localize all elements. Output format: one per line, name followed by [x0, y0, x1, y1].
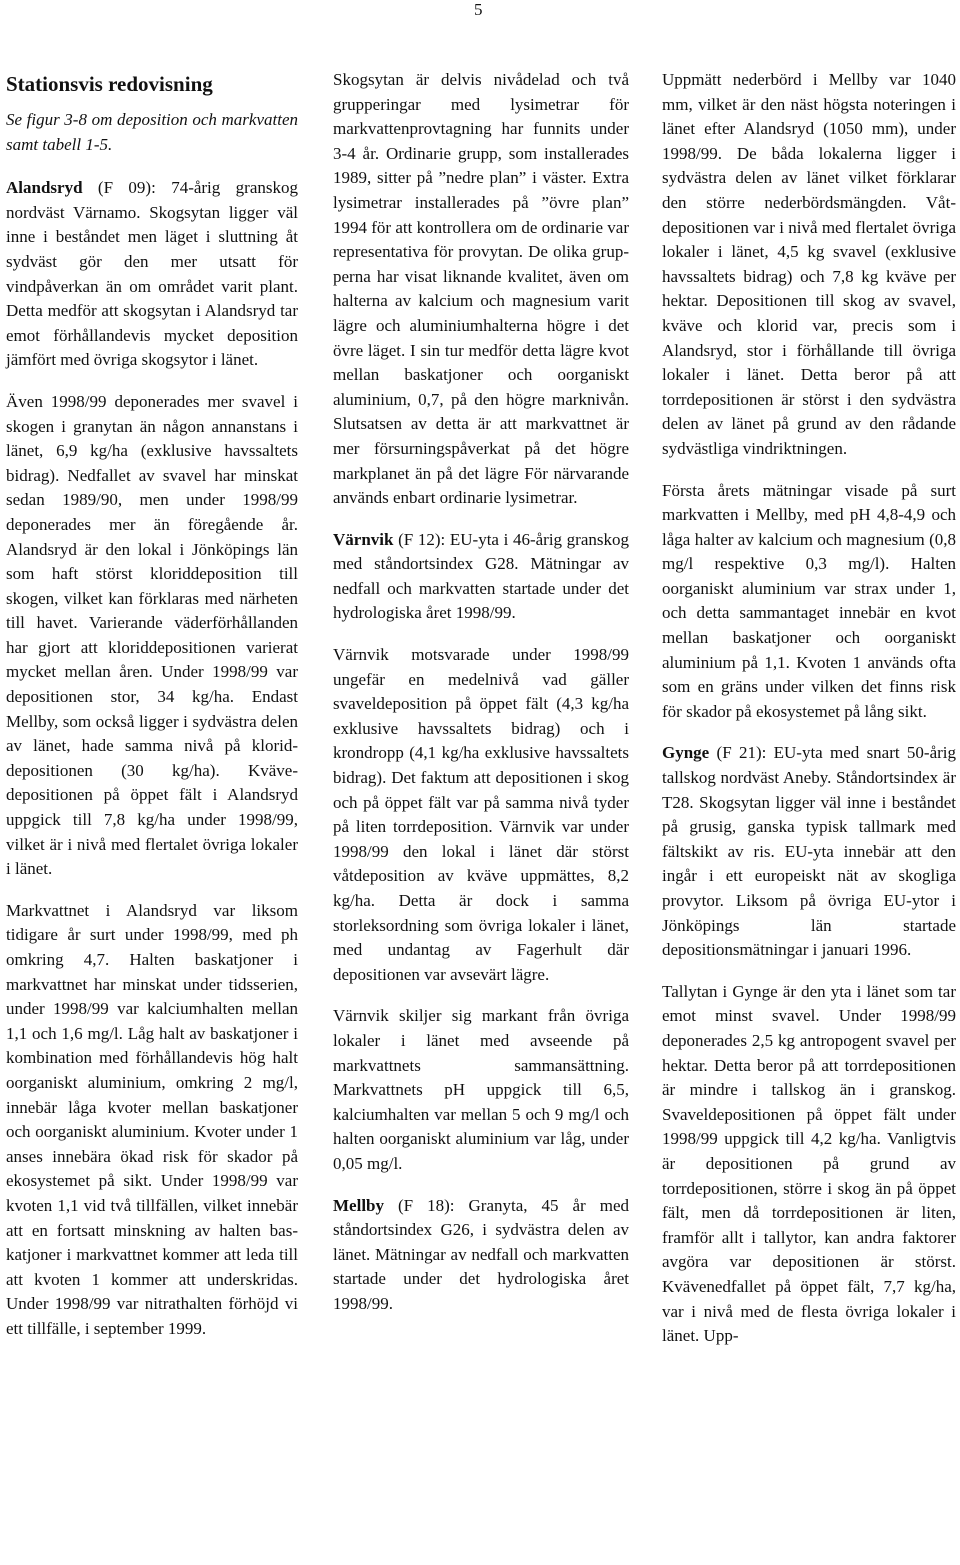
paragraph-varnvik-soilwater: Värnvik skiljer sig markant från övriga lokaler i länet med avseende på markvattnets sammansättning. Markvattnets pH uppgick till 6,5, kalciumhalten var mellan 5 och 9 mg/l och halten oorganiskt aluminium var låg, under 0,05 mg/l. [333, 1006, 629, 1173]
section-lead: Se figur 3-8 om deposition och markvatten samt tabell 1-5. [6, 110, 298, 154]
paragraph-gynge-intro [662, 741, 956, 962]
station-name-gynge: Gynge [662, 743, 710, 763]
column-1 [6, 68, 298, 1359]
column-3 [662, 68, 956, 1366]
paragraph-alandsryd-deposition: Även 1998/99 deponerades mer svavel i skogen i granytan än någon annanstans i länet, 6,9 kg/ha (exklusive havssaltets bidrag). Nedfallet av svavel har minskat sedan 1989/90, men under 1998/99 deponerades mer än föregående år. Alandsryd är den lokal i Jönköpings län som haft störst kloriddeposition till skogen, vilket kan förklaras med närheten till havet. Varierande väderförhållanden har gjort att kloriddepositionen varierat mycket mellan åren. Under 1998/99 var depositionen stor, 34 kg/ha. Endast Mellby, som också ligger i sydvästra delen av länet, hade samma nivå på kloriddepositionen (30 kg/ha). Kvävedepositionen på öppet fält i Alandsryd uppgick till 7,8 kg/ha under 1998/99, vilket är i nivå med flertalet övriga lokaler i länet. [6, 391, 298, 879]
section-heading: Stationsvis redovisning [6, 72, 213, 96]
station-name-mellby: Mellby [333, 1195, 384, 1215]
paragraph-text: (F 12): EU-yta i 46-årig granskog med ståndortsindex G28. Mätningar av nedfall och markvatten startade under det hydrologiska året 1998/99. [333, 529, 629, 623]
paragraph-text: (F 21): EU-yta med snart 50-årig tallskog nordväst Aneby. Ståndortsindex är T28. Skogsytan ligger väl inne i beståndet på grusig, ganska typisk tallmark med fältskikt av ris. EU-yta innebär att den ingår i ett europeiskt nät av skogliga provytor. Liksom på övriga EU-ytor i Jönköpings län startade depositionsmätningar i januari 1996. [662, 743, 956, 960]
page-number: 5 [474, 0, 483, 19]
station-name-varnvik: Värnvik [333, 529, 394, 549]
column-2 [333, 68, 629, 1334]
paragraph-alandsryd-soilwater: Markvattnet i Alandsryd var liksom tidigare år surt under 1998/99, med ph omkring 4,7. Halten baskatjoner i markvattnet har minskat under tidsserien, under 1998/99 var kalciumhalten mellan 1,1 och 1,6 mg/l. Låg halt av baskatjoner i kombination med förhållandevis hög halt oorganiskt aluminium, omkring 2 mg/l, innebär låga kvoter mellan baskatjoner och oorganiskt aluminium. Kvoter under 1 anses innebära ökad risk för skador på ekosystemet på sikt. Under 1998/99 var kvoten 1,1 vid två tillfällen, vilket innebär att en fortsatt minskning av halten baskatjoner i markvattnet kommer att leda till att kvoten 1 kommer att underskridas. Under 1998/99 var nitrathalten förhöjd vi ett tillfälle, i september 1999. [6, 900, 298, 1338]
paragraph-mellby-deposition: Uppmätt nederbörd i Mellby var 1040 mm, vilket är den näst högsta noteringen i länet efter Alandsryd (1050 mm), under 1998/99. De båda lokalerna ligger i sydvästra delen av länet vilket förklarar den större nederbördsmängden. Våtdepositionen var i nivå med flertalet övriga lokaler i länet, 4,5 kg svavel (exklusive havssaltets bidrag) och 7,8 kg kväve per hektar. Depositionen till skog av svavel, kväve och klorid var, precis som i Alandsryd, stor i förhållande till övriga lokaler i länet. Detta beror på att torrdepositionen är störst i den sydvästra delen av länet på grund av den rådande sydvästliga vindriktningen. [662, 70, 956, 458]
paragraph-text: (F 18): Granyta, 45 år med ståndortsindex G26, i sydvästra delen av länet. Mätningar av nedfall och markvatten startade under det hydrologiska året 1998/99. [333, 1195, 629, 1313]
paragraph-alandsryd-lysimeters: Skogsytan är delvis nivådelad och två grupperingar med lysimetrar för markvattenprovtagning har funnits under 3-4 år. Ordinarie grupp, som installerades 1989, sitter på ”nedre plan” i väster. Extra lysimetrar installerades på ”övre plan” 1994 för att kontrollera om de ordinarie var representativa för provytan. De olika grupperna har visat liknande kvalitet, även om halterna av kalcium och magnesium varit lägre och aluminiumhalterna högre i det övre läget. I sin tur medför detta lägre kvot mellan baskatjoner och oorganiskt aluminium, 0,7, på den högre marknivån. Slutsatsen av detta är att markvattnet är mer försurningspåverkat på det högre markplanet än på det lägre För närvarande används enbart ordinarie lysimetrar. [333, 70, 629, 508]
paragraph-text: (F 09): 74-årig granskog nordväst Värnamo. Skogsytan ligger väl inne i beståndet men läget i sluttning åt sydväst gör den mer utsatt för vindpåverkan än om området varit plant. Detta medför att skogsytan i Alandsryd tar emot förhållandevis mycket deposition jämfört med övriga skogsytor i länet. [6, 178, 298, 370]
paragraph-varnvik-intro [333, 528, 629, 626]
paragraph-gynge-deposition: Tallytan i Gynge är den yta i länet som tar emot minst svavel. Under 1998/99 deponerades 2,5 kg antropogent svavel per hektar. Detta beror på att torrdepositionen är mindre i tallskog än i granskog. Svaveldepositionen på öppet fält under 1998/99 uppgick till 4,2 kg/ha. Vanligtvis är depositionen på grund av torrdepositionen, större i skog än på öppet fält, men då torrdepositionen är liten, framför allt i tallytor, kan andra faktorer avgöra var depositionen är störst. Kvävenedfallet på öppet fält, 7,7 kg/ha, var i nivå med de flesta övriga lokaler i länet. Upp- [662, 981, 956, 1346]
paragraph-alandsryd-intro [6, 176, 298, 373]
paragraph-varnvik-deposition: Värnvik motsvarade under 1998/99 ungefär en medelnivå vad gäller svaveldeposition på öppet fält (4,3 kg/ha exklusive havssaltets bidrag) och i krondropp (4,1 kg/ha exklusive havssaltets bidrag). Det faktum att depositionen i skog och på öppet fält var på samma nivå tyder på liten torrdeposition. Värnvik var under 1998/99 den lokal i länet där störst våtdeposition av kväve uppmättes, 8,2 kg/ha. Detta är dock i samma storleksordning som övriga lokaler i länet, med undantag av Fagerhult där depositionen var avsevärt lägre. [333, 645, 629, 984]
station-name-alandsryd: Alandsryd [6, 178, 83, 198]
paragraph-mellby-soilwater: Första årets mätningar visade på surt markvatten i Mellby, med pH 4,8-4,9 och låga halter av kalcium och magnesium (0,8 mg/l respektive 0,3 mg/l). Halten oorganiskt aluminium var strax under 1, och detta sammantaget innebär en kvot mellan baskatjoner och oorganiskt aluminium på 1,1. Kvoten 1 används ofta som en gräns under vilken det finns risk för skador på ekosystemet på lång sikt. [662, 480, 956, 721]
paragraph-mellby-intro [333, 1194, 629, 1317]
